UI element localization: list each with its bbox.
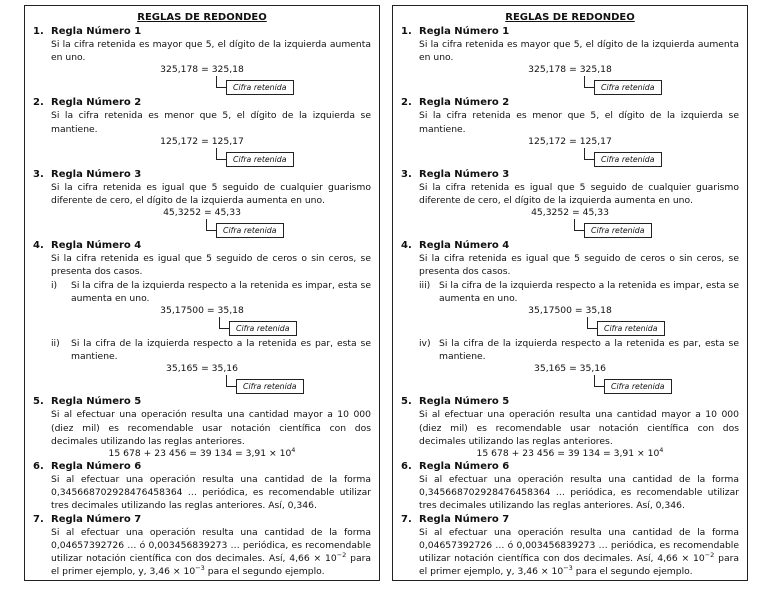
callout-line [216, 159, 226, 160]
retained-digit-label: Cifra retenida [604, 379, 672, 394]
rule-heading: Regla Número 7 [419, 513, 510, 525]
callout-line [226, 386, 236, 387]
rule-heading: Regla Número 7 [51, 513, 142, 525]
case-formula: 35,165 = 35,16 [534, 363, 606, 375]
rule-text: Si la cifra retenida es igual que 5 seguido de cualquier guarismo diferente de cero, el dígito de la izquierda aumenta en uno. [51, 181, 371, 207]
case-formula: 35,17500 = 35,18 [160, 305, 244, 317]
rule-number: 3. [401, 168, 412, 180]
rule-2 [33, 96, 371, 167]
callout-line [584, 87, 594, 88]
rule-text [51, 526, 371, 579]
rule-number: 6. [401, 461, 412, 473]
rule-heading: Regla Número 2 [51, 97, 142, 109]
rule-1 [401, 25, 739, 96]
rule-heading: Regla Número 5 [419, 396, 510, 408]
rule-heading: Regla Número 1 [51, 26, 142, 37]
case-number: ii) [51, 338, 60, 350]
callout-line [206, 230, 216, 231]
retained-digit-label: Cifra retenida [236, 379, 304, 394]
formula-base: 15 678 + 23 456 = 39 134 = 3,91 × 10 [108, 448, 292, 460]
rule-text: Si la cifra retenida es igual que 5 seguido de ceros o sin ceros, se presenta dos casos. [51, 253, 371, 278]
rule-text: Si al efectuar una operación resulta una cantidad de la forma 0,345668702928476458364 … periódica, es recomendable utilizar tres decimales utilizando las reglas anteriores. Así, 0,346. [51, 474, 371, 512]
rule-number: 2. [33, 97, 44, 109]
rule-formula: 125,172 = 125,17 [528, 135, 612, 147]
rule-6 [401, 460, 739, 513]
retained-digit-label: Cifra retenida [597, 321, 665, 336]
formula-base: 15 678 + 23 456 = 39 134 = 3,91 × 10 [476, 448, 660, 460]
rule-text: Si la cifra retenida es menor que 5, el dígito de la izquierda se mantiene. [51, 110, 371, 135]
retained-digit-callout [401, 148, 739, 168]
rule-heading: Regla Número 6 [419, 461, 510, 473]
rule-text-part: Si al efectuar una operación resulta una cantidad de la forma 0,04657392726 … ó 0,003456839273 … periódica, es recomendable utilizar notación científica con dos decimales. Así, 4,66 × 10 [51, 526, 371, 565]
rule-case [51, 337, 371, 363]
rule-6 [33, 460, 371, 513]
rule-heading: Regla Número 1 [419, 26, 510, 37]
rule-heading: Regla Número 4 [51, 240, 142, 252]
retained-digit-callout [401, 317, 739, 337]
retained-digit-label: Cifra retenida [226, 152, 294, 167]
case-text: Si la cifra de la izquierda respecto a la retenida es par, esta se mantiene. [439, 338, 739, 363]
callout-line [219, 328, 229, 329]
retained-digit-label: Cifra retenida [216, 223, 284, 238]
case-formula: 35,17500 = 35,18 [528, 305, 612, 317]
retained-digit-label: Cifra retenida [594, 152, 662, 167]
rule-text-part: para el segundo ejemplo. [204, 566, 325, 578]
callout-line [584, 159, 594, 160]
rule-case [419, 279, 739, 305]
retained-digit-label: Cifra retenida [229, 321, 297, 336]
rule-number: 2. [401, 97, 412, 109]
case-formula: 35,165 = 35,16 [166, 363, 238, 375]
rule-number: 4. [33, 240, 44, 252]
case-number: iii) [419, 279, 431, 291]
page-title: REGLAS DE REDONDEO [505, 12, 635, 23]
rule-number: 4. [401, 240, 412, 252]
retained-digit-callout [401, 375, 739, 395]
rule-heading: Regla Número 4 [419, 240, 510, 252]
rule-heading: Regla Número 2 [419, 97, 510, 109]
rule-number: 7. [401, 513, 412, 525]
rule-text [419, 526, 739, 579]
case-text: Si la cifra de la izquierda respecto a la retenida es par, esta se mantiene. [71, 338, 371, 363]
exponent: −3 [195, 564, 205, 573]
exponent: −2 [336, 551, 347, 559]
rule-text: Si la cifra retenida es mayor que 5, el dígito de la izquierda aumenta en uno. [419, 39, 739, 64]
rule-number: 5. [401, 396, 412, 408]
rule-number: 6. [33, 461, 44, 473]
rule-text: Si la cifra retenida es menor que 5, el dígito de la izquierda se mantiene. [419, 110, 739, 135]
rule-formula: 125,172 = 125,17 [160, 135, 244, 147]
rule-text-part: para el segundo ejemplo. [572, 566, 693, 578]
rule-formula: 45,3252 = 45,33 [531, 207, 609, 219]
retained-digit-callout [33, 148, 371, 168]
rule-heading: Regla Número 6 [51, 461, 142, 473]
formula-exponent: 4 [291, 445, 296, 454]
rule-7 [33, 513, 371, 579]
retained-digit-callout [401, 219, 739, 239]
callout-line [216, 87, 226, 88]
rule-text-part: para el primer ejemplo, y, 3,46 × 10 [51, 553, 371, 578]
rule-4 [401, 239, 739, 395]
exponent: −2 [704, 551, 715, 559]
rule-text-part: Si al efectuar una operación resulta una cantidad de la forma 0,04657392726 … ó 0,003456839273 … periódica, es recomendable utilizar notación científica con dos decimales. Así, 4,66 × 10 [419, 526, 739, 565]
rule-number: 1. [33, 26, 44, 37]
callout-line [574, 230, 584, 231]
retained-digit-label: Cifra retenida [584, 223, 652, 238]
rules-panel-right [392, 5, 748, 581]
rule-case [419, 337, 739, 363]
formula-exponent: 4 [659, 445, 664, 454]
exponent: −3 [563, 564, 573, 573]
case-number: iv) [419, 338, 431, 350]
rule-5 [401, 395, 739, 460]
rule-heading: Regla Número 3 [51, 168, 142, 180]
rule-number: 7. [33, 513, 44, 525]
retained-digit-label: Cifra retenida [226, 80, 294, 95]
rule-number: 1. [401, 26, 412, 37]
retained-digit-callout [401, 76, 739, 96]
rule-formula [33, 445, 371, 460]
rule-text: Si la cifra retenida es igual que 5 seguido de ceros o sin ceros, se presenta dos casos. [419, 253, 739, 278]
rule-text: Si al efectuar una operación resulta una cantidad de la forma 0,345668702928476458364 … periódica, es recomendable utilizar tres decimales utilizando las reglas anteriores. Así, 0,346. [419, 474, 739, 512]
rule-number: 3. [33, 168, 44, 180]
rule-2 [401, 96, 739, 167]
rule-text: Si la cifra retenida es mayor que 5, el dígito de la izquierda aumenta en uno. [51, 39, 371, 64]
rule-formula: 325,178 = 325,18 [160, 64, 244, 76]
rule-formula [401, 445, 739, 460]
case-text: Si la cifra de la izquierda respecto a la retenida es impar, esta se aumenta en uno. [71, 279, 371, 304]
rule-4 [33, 239, 371, 395]
rule-formula: 325,178 = 325,18 [528, 64, 612, 76]
callout-line [594, 386, 604, 387]
rule-3 [33, 168, 371, 239]
rule-3 [401, 168, 739, 239]
rule-text-part: para el primer ejemplo, y, 3,46 × 10 [419, 553, 739, 578]
rule-heading: Regla Número 5 [51, 396, 142, 408]
retained-digit-callout [33, 317, 371, 337]
rule-number: 5. [33, 396, 44, 408]
retained-digit-callout [33, 219, 371, 239]
retained-digit-callout [33, 76, 371, 96]
rule-7 [401, 513, 739, 579]
rules-panel-left [24, 5, 380, 581]
rule-case [51, 279, 371, 305]
rule-5 [33, 395, 371, 460]
rule-text: Si al efectuar una operación resulta una cantidad mayor a 10 000 (diez mil) es recomendable usar notación científica con dos decimales utilizando las reglas anteriores. [51, 409, 371, 447]
rule-text: Si la cifra retenida es igual que 5 seguido de cualquier guarismo diferente de cero, el dígito de la izquierda aumenta en uno. [419, 181, 739, 207]
rule-formula: 45,3252 = 45,33 [163, 207, 241, 219]
callout-line [587, 328, 597, 329]
rule-text: Si al efectuar una operación resulta una cantidad mayor a 10 000 (diez mil) es recomendable usar notación científica con dos decimales utilizando las reglas anteriores. [419, 409, 739, 447]
case-number: i) [51, 279, 58, 291]
retained-digit-callout [33, 375, 371, 395]
case-text: Si la cifra de la izquierda respecto a la retenida es impar, esta se aumenta en uno. [439, 279, 739, 304]
retained-digit-label: Cifra retenida [594, 80, 662, 95]
rule-1 [33, 25, 371, 96]
page-title: REGLAS DE REDONDEO [137, 12, 267, 23]
rule-heading: Regla Número 3 [419, 168, 510, 180]
